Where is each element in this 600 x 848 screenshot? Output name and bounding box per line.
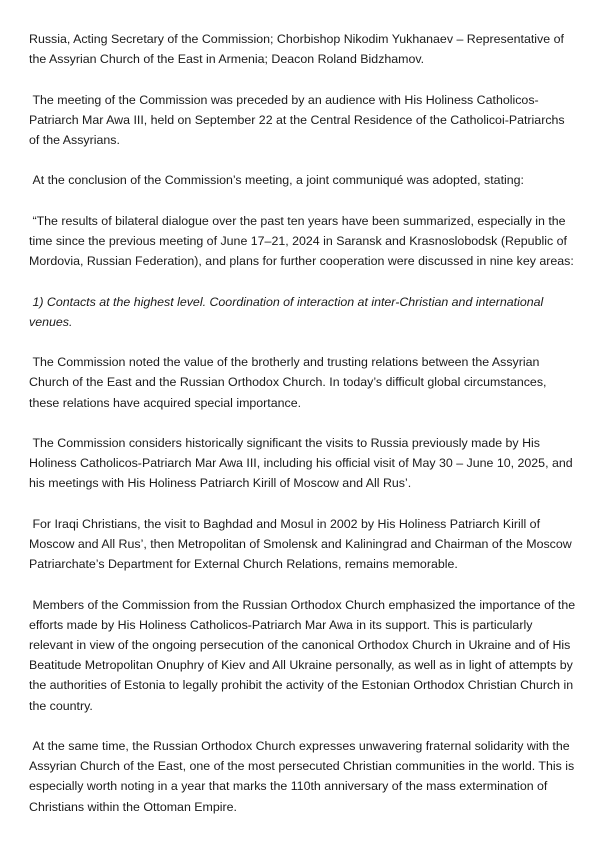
paragraph-solidarity: At the same time, the Russian Orthodox Church expresses unwavering fraternal solidarity with the Assyrian Church of the East, one of the most persecuted Christian communities in the world. This is especially worth noting in a year that marks the 110th anniversary of the mass extermination of Christians within the Ottoman Empire. [29,738,578,814]
document-page [29,29,577,837]
paragraph-support: Members of the Commission from the Russian Orthodox Church emphasized the importance of the efforts made by His Holiness Catholicos-Patriarch Mar Awa in its support. This is particularly relevant in view of the ongoing persecution of the canonical Orthodox Church in Ukraine and of His Beatitude Metropolitan Onuphry of Kiev and All Ukraine personally, as well as in light of attempts by the authorities of Estonia to legally prohibit the activity of the Estonian Orthodox Christian Church in the country. [29,597,579,713]
paragraph-iraqi-christians: For Iraqi Christians, the visit to Baghdad and Mosul in 2002 by His Holiness Patriarch Kirill of Moscow and All Rus’, then Metropolitan of Smolensk and Kaliningrad and Chairman of the Moscow Patriarchate’s Department for External Church Relations, remains memorable. [29,516,576,572]
paragraph-relations: The Commission noted the value of the brotherly and trusting relations between the Assyrian Church of the East and the Russian Orthodox Church. In today’s difficult global circumstances, these relations have acquired special importance. [29,355,550,410]
paragraph-commission-members: Russia, Acting Secretary of the Commission; Chorbishop Nikodim Yukhanaev – Representative of the Assyrian Church of the East in Armenia; Deacon Roland Bidzhamov. [29,32,568,67]
paragraph-communique-summary: “The results of bilateral dialogue over the past ten years have been summarized, especially in the time since the previous meeting of June 17–21, 2024 in Saransk and Krasnoslobodsk (Republic of Mordovia, Russian Federation), and plans for further cooperation were discussed in nine key areas: [29,213,574,269]
section-heading-contacts: 1) Contacts at the highest level. Coordination of interaction at inter-Christian and international venues. [29,294,547,329]
paragraph-communique-intro: At the conclusion of the Commission’s meeting, a joint communiqué was adopted, stating: [29,173,524,188]
paragraph-audience: The meeting of the Commission was preceded by an audience with His Holiness Catholicos-Patriarch Mar Awa III, held on September 22 at the Central Residence of the Catholicoi-Patriarchs of the Assyrians. [29,92,569,147]
paragraph-visits: The Commission considers historically significant the visits to Russia previously made by His Holiness Catholicos-Patriarch Mar Awa III, including his official visit of May 30 – June 10, 2025, and his meetings with His Holiness Patriarch Kirill of Moscow and All Rus’. [29,435,577,491]
